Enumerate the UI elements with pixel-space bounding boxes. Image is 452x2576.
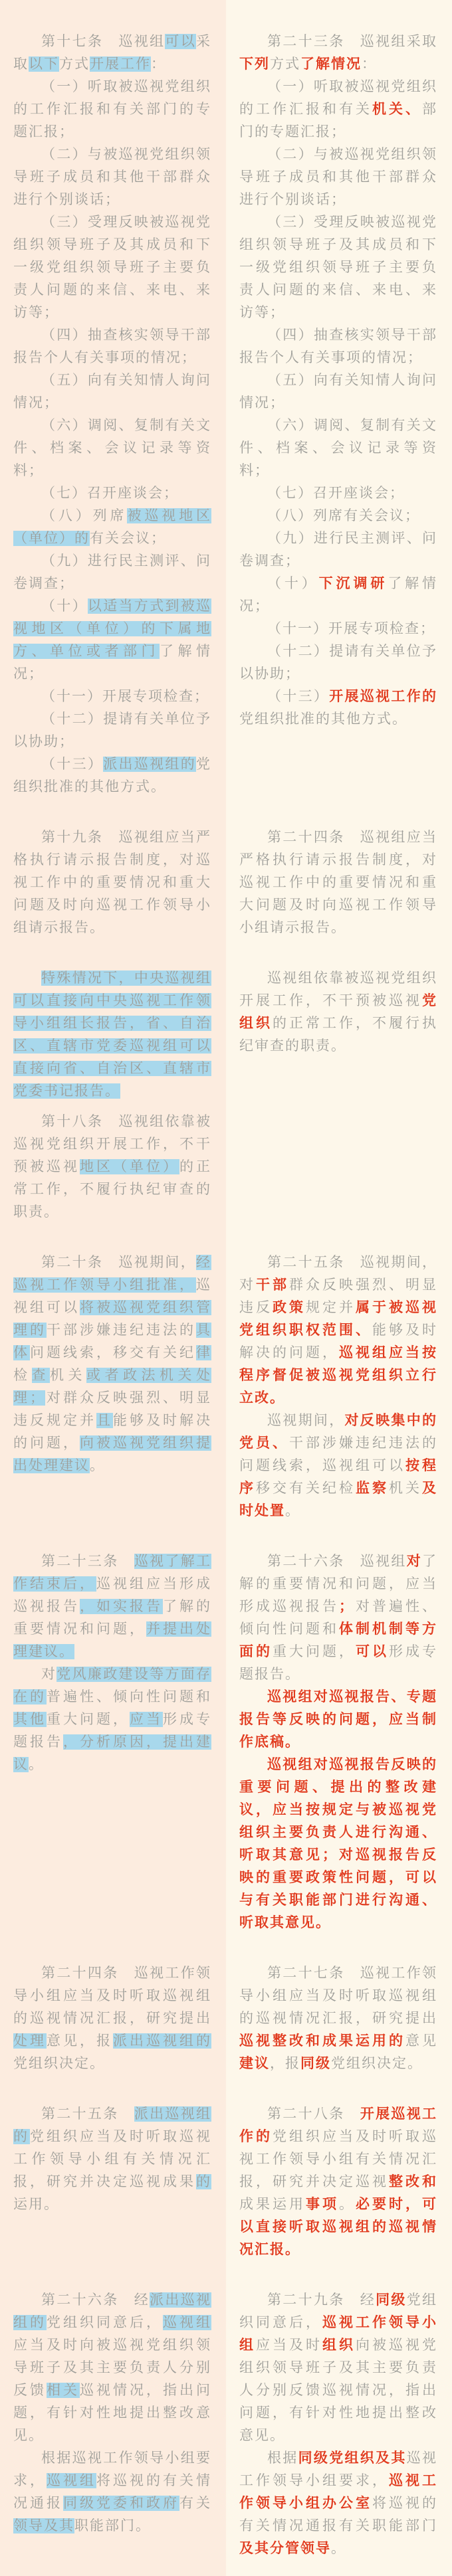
body-text: 第十七条 巡视组: [41, 34, 166, 49]
new-version-paragraph: [239, 2447, 437, 2560]
new-version-paragraph: [239, 1410, 437, 1522]
body-text: 了解情况；: [13, 644, 211, 682]
added-text-emphasis: 整改和: [389, 2174, 437, 2189]
body-text: 巡视情况，指出问题，有针对性地提出整改意见。: [13, 2383, 211, 2443]
body-text: ：: [151, 56, 166, 72]
body-text: （六）调阅、复制有关文件、档案、会议记录等资料；: [239, 418, 437, 478]
body-text: 的正常工作，不履行执纪审查的职责。: [239, 1016, 437, 1054]
old-version-paragraph: [13, 31, 211, 76]
body-text: （十三）: [41, 757, 104, 772]
body-text: 。: [29, 1757, 44, 1772]
body-text: 第十八条 巡视组依靠被巡视党组织开展工作，不干预被巡视: [13, 1114, 211, 1174]
deleted-text-highlight: 或者政法机关处理；: [13, 1368, 211, 1406]
new-version-cell-5: [226, 1550, 452, 1934]
body-text: 第二十三条 巡视组采取: [267, 34, 437, 49]
deleted-text-highlight: 处理: [13, 2033, 47, 2049]
comparison-row-3: [0, 967, 452, 1224]
added-text-emphasis: 巡视组对巡视报告反映的重要问题、提出的整改建议，应当按规定与被巡视党组织主要负责人进行沟通、听取其意见；对巡视报告反映的重要政策性问题，可以与有关职能部门进行沟通、听取其意见。: [239, 1757, 437, 1930]
added-text-emphasis: 下沉调研: [318, 576, 388, 591]
new-version-paragraph: [239, 31, 437, 76]
deleted-text-highlight: 以适当方式到被巡视地区（单位）的下属地方、单位或者部门: [13, 598, 212, 659]
old-version-paragraph: [13, 143, 211, 211]
body-text: 第二十七条 巡视工作领导小组应当及时听取巡视组的巡视情况汇报，研究提出: [239, 1966, 437, 2026]
body-text: 党组织批准的其他方式。: [13, 757, 212, 794]
body-text: 党组织应当及时听取巡视工作领导小组有关情况汇报，研究并决定巡视: [239, 2129, 437, 2189]
added-text-emphasis: 下列: [239, 56, 270, 72]
deleted-text-highlight: 派出巡视组的: [103, 757, 197, 772]
new-version-cell-4: [226, 1251, 452, 1522]
added-text-emphasis: ；: [339, 1599, 354, 1614]
body-text: 有关会议；: [90, 531, 166, 546]
old-version-paragraph: [13, 2103, 211, 2216]
body-text: 第二十八条: [267, 2106, 360, 2122]
added-text-emphasis: 了解情况: [300, 56, 362, 72]
body-text: 形成专题报告。: [239, 1644, 437, 1682]
added-text-emphasis: 及时处置: [239, 1481, 437, 1518]
body-text: 重大问题，: [273, 1644, 356, 1659]
new-version-paragraph: [239, 1550, 437, 1686]
added-text-emphasis: 巡视工作领导小组: [239, 2315, 437, 2353]
body-text: 普遍性、倾向性问题和: [47, 1689, 211, 1704]
body-text: 党组织应当及时听取巡视工作领导小组有关情况汇报，研究并决定巡视成果: [13, 2129, 211, 2189]
body-text: （七）召开座谈会；: [267, 486, 405, 501]
deleted-text-highlight: 具体: [13, 1323, 211, 1360]
old-version-cell-5: [0, 1550, 226, 1776]
body-text: （六）调阅、复制有关文件、档案、会议记录等资料；: [13, 418, 211, 478]
old-version-paragraph: [13, 595, 211, 686]
old-version-paragraph: [13, 2289, 211, 2447]
old-version-paragraph: [13, 76, 211, 143]
deleted-text-highlight: 巡视组: [47, 2473, 96, 2488]
old-version-paragraph: [13, 708, 211, 753]
body-text: 机关: [50, 1368, 86, 1383]
body-text: （十）: [267, 576, 319, 591]
deleted-text-highlight: 派出巡视组的: [113, 2033, 211, 2049]
body-text: 成果运用: [239, 2197, 306, 2212]
new-version-cell-3: [226, 967, 452, 1058]
new-version-paragraph: [239, 1686, 437, 1754]
body-text: 群众反映强烈、明显违反: [239, 1277, 437, 1315]
body-text: 机关: [389, 1481, 422, 1496]
new-version-cell-6: [226, 1962, 452, 2075]
body-text: 党组织决定。: [331, 2056, 423, 2071]
body-text: （四）抽查核实领导干部报告个人有关事项的情况；: [13, 327, 211, 365]
body-text: 规定并: [306, 1300, 356, 1315]
new-version-paragraph: [239, 967, 437, 1058]
body-text: 。: [331, 2541, 346, 2556]
deleted-text-highlight: 的: [196, 2174, 211, 2189]
new-version-paragraph: [239, 686, 437, 731]
comparison-row-8: [0, 2289, 452, 2560]
body-text: 运用。: [13, 2197, 59, 2212]
new-version-paragraph: [239, 143, 437, 211]
comparison-rows-container: [0, 31, 452, 2560]
comparison-row-4: [0, 1251, 452, 1522]
new-version-paragraph: [239, 573, 437, 618]
body-text: 第二十条 巡视期间，: [41, 1255, 196, 1270]
comparison-row-7: [0, 2103, 452, 2261]
body-text: 巡视组应当形成巡视报告: [13, 1576, 211, 1614]
comparison-row-5: [0, 1550, 452, 1934]
body-text: （三）受理反映被巡视党组织领导班子及其成员和下一级党组织领导班子主要负责人问题的来信、来电、来访等；: [239, 215, 437, 320]
body-text: 检: [13, 1368, 32, 1383]
added-text-emphasis: 按程序: [239, 1458, 437, 1496]
new-version-cell-2: [226, 826, 452, 939]
old-version-paragraph: [13, 1251, 211, 1477]
body-text: 对群众反映强烈、明显违反规定并: [13, 1390, 211, 1428]
old-version-cell-7: [0, 2103, 226, 2216]
old-version-cell-6: [0, 1962, 226, 2075]
body-text: 。: [339, 2197, 356, 2212]
body-text: 巡视组可以: [13, 1277, 211, 1315]
body-text: 部门的专题汇报；: [239, 102, 437, 139]
added-text-emphasis: 属于被巡视党组织职权范围、: [239, 1300, 437, 1338]
deleted-text-highlight: 相关: [47, 2383, 80, 2398]
new-version-cell-7: [226, 2103, 452, 2261]
new-version-cell-8: [226, 2289, 452, 2560]
body-text: 采取: [13, 34, 212, 72]
old-version-paragraph: [13, 324, 211, 369]
added-text-emphasis: 巡视组对巡视报告、专题报告等反映的问题，应当制作底稿。: [239, 1689, 437, 1750]
added-text-emphasis: 及其分管领导: [239, 2541, 331, 2556]
deleted-text-highlight: 派出巡视组的: [13, 2106, 212, 2144]
added-text-emphasis: 同级党组织及其: [298, 2450, 407, 2466]
added-text-emphasis: 同级: [376, 2292, 407, 2308]
deleted-text-highlight: 其他: [13, 1712, 47, 1727]
added-text-emphasis: 干部: [256, 1277, 289, 1293]
comparison-row-2: [0, 826, 452, 939]
new-version-paragraph: [239, 1251, 437, 1410]
added-text-emphasis: 同级: [300, 2056, 331, 2071]
deleted-text-highlight: 领导及其: [13, 2518, 74, 2533]
body-text: 第二十五条 巡视期间，对: [239, 1255, 437, 1293]
body-text: （二）与被巡视党组织领导班子成员和其他干部群众进行个别谈话；: [13, 147, 211, 207]
body-text: 巡视组依靠被巡视党组织开展工作，不干预被巡视: [239, 970, 437, 1008]
new-version-paragraph: [239, 211, 437, 324]
body-text: （三）受理反映被巡视党组织领导班子及其成员和下一级党组织领导班子主要负责人问题的来信、来电、来访等；: [13, 215, 211, 320]
deleted-text-highlight: ，分析原因，提出建议: [13, 1734, 211, 1772]
body-text: （十一）开展专项检查；: [41, 689, 209, 704]
body-text: 根据巡视工作领导小组要求，: [13, 2450, 211, 2488]
body-text: 向被巡视党组织领导班子及其主要负责人分别反馈巡视情况，指出问题，有针对性地提出整改意见。: [239, 2338, 437, 2443]
body-text: 将巡视的有关情况通报有关职能部门: [239, 2496, 437, 2533]
added-text-emphasis: 必要时，可以直接听取巡视组的巡视情况汇报。: [239, 2197, 437, 2257]
body-text: 有关: [179, 2496, 211, 2511]
deleted-text-highlight: 可以: [165, 34, 197, 49]
old-version-paragraph: [13, 1962, 211, 2075]
body-text: （八）列席: [41, 508, 128, 523]
added-text-emphasis: 巡视整改和成果运用的: [239, 2033, 405, 2049]
deleted-text-highlight: 律: [196, 1345, 211, 1360]
new-version-paragraph: [239, 2103, 437, 2261]
body-text: 问题线索，移交有关纪: [30, 1345, 196, 1360]
new-version-paragraph: [239, 1754, 437, 1934]
old-version-paragraph: [13, 753, 211, 798]
deleted-text-highlight: 党风廉政建设等方面存在的: [13, 1667, 212, 1704]
body-text: 根据: [267, 2450, 298, 2466]
deleted-text-highlight: 将被巡视党组织管理的: [13, 1300, 211, 1338]
body-text: 方式: [270, 56, 300, 72]
old-version-paragraph: [13, 211, 211, 324]
body-text: 第二十六条 经: [41, 2292, 150, 2308]
body-text: 了解的重要情况和问题，应当形成巡视报告: [239, 1554, 438, 1614]
added-text-emphasis: 监察: [356, 1481, 389, 1496]
body-text: 职能部门。: [74, 2518, 151, 2533]
added-text-emphasis: 可以: [356, 1644, 389, 1659]
deleted-text-highlight: 巡视组: [163, 2315, 211, 2330]
old-version-cell-4: [0, 1251, 226, 1477]
old-version-paragraph: [13, 1550, 211, 1663]
added-text-emphasis: 事项: [306, 2197, 339, 2212]
added-text-emphasis: 对: [406, 1554, 423, 1569]
deleted-text-highlight: 应当: [130, 1712, 163, 1727]
comparison-row-6: [0, 1962, 452, 2075]
added-text-emphasis: 体制机制等方面的: [239, 1621, 437, 1659]
body-text: 对: [41, 1667, 57, 1682]
body-text: 第二十四条 巡视工作领导小组应当及时听取巡视组的巡视情况汇报，研究提出: [13, 1966, 211, 2026]
new-version-paragraph: [239, 482, 437, 505]
body-text: 党组织批准的其他方式。: [239, 711, 407, 727]
body-text: 。: [90, 1458, 105, 1473]
old-version-cell-3: [0, 967, 226, 1224]
new-version-cell-1: [226, 31, 452, 731]
added-text-emphasis: 对反映集中的党员、: [239, 1413, 437, 1451]
deleted-text-highlight: 地区（单位）: [80, 1159, 179, 1174]
body-text: （九）进行民主测评、问卷调查；: [239, 531, 437, 569]
body-text: 能够及时解决的问题，: [239, 1323, 437, 1360]
body-text: 应当及时: [256, 2338, 322, 2353]
old-version-paragraph: [13, 1111, 211, 1224]
deleted-text-highlight: 查: [31, 1368, 50, 1383]
body-text: 第十九条 巡视组应当严格执行请示报告制度，对巡视工作中的重要情况和重大问题及时向巡视工作领导小组请示报告。: [13, 830, 211, 935]
old-version-cell-1: [0, 31, 226, 798]
body-text: 重大问题，: [47, 1712, 130, 1727]
deleted-text-highlight: 派出巡视组的: [13, 2292, 212, 2330]
deleted-text-highlight: 同级党委和政府: [63, 2496, 179, 2511]
added-text-emphasis: 巡视组应当按程序督促被巡视党组织立行立改。: [239, 1345, 437, 1406]
new-version-paragraph: [239, 505, 437, 527]
old-version-paragraph: [13, 482, 211, 505]
body-text: （九）进行民主测评、问卷调查；: [13, 553, 211, 591]
body-text: 对普遍性、倾向性问题和: [239, 1599, 437, 1637]
deleted-text-highlight: 以下: [29, 56, 59, 72]
added-text-emphasis: 政策: [273, 1300, 306, 1315]
body-text: 第二十三条: [41, 1554, 134, 1569]
body-text: 意见: [405, 2033, 437, 2049]
body-text: （二）与被巡视党组织领导班子成员和其他干部群众进行个别谈话；: [239, 147, 437, 207]
body-text: 了解的重要情况和问题，: [13, 1599, 211, 1637]
body-text: 。: [285, 1503, 300, 1518]
old-version-paragraph: [13, 1663, 211, 1776]
body-text: 的正常工作，不履行执纪审查的职责。: [13, 1159, 211, 1220]
body-text: （一）听取被巡视党组织的工作汇报和有关: [239, 79, 437, 117]
body-text: （八）列席有关会议；: [267, 508, 420, 523]
old-version-paragraph: [13, 2447, 211, 2537]
body-text: 党组织决定。: [13, 2056, 105, 2071]
body-text: （一）听取被巡视党组织的工作汇报和有关部门的专题汇报；: [13, 79, 211, 139]
body-text: （五）向有关知情人询问情况；: [239, 373, 437, 411]
new-version-paragraph: [239, 618, 437, 640]
comparison-row-1: [0, 31, 452, 798]
added-text-emphasis: 机关、: [372, 102, 422, 117]
body-text: （七）召开座谈会；: [41, 486, 179, 501]
body-text: 应当及时向被巡视党组织领导班子及其主要负责人分别反馈: [13, 2338, 211, 2398]
old-version-paragraph: [13, 550, 211, 595]
body-text: （十一）开展专项检查；: [267, 621, 435, 636]
body-text: 将巡视的有关情况通报: [13, 2473, 211, 2511]
body-text: 能够及时解决的问题，: [13, 1413, 211, 1451]
body-text: 了解情况；: [239, 576, 438, 614]
deleted-text-highlight: 被巡视地区（单位）的: [13, 508, 212, 546]
body-text: ：: [362, 56, 377, 72]
body-text: （十二）提请有关单位予以协助；: [239, 644, 437, 682]
new-version-paragraph: [239, 2289, 437, 2447]
deleted-text-highlight: 向被巡视党组织提出处理建议: [13, 1435, 211, 1473]
added-text-emphasis: 组织: [322, 2338, 356, 2353]
body-text: （十二）提请有关单位予以协助；: [13, 711, 211, 749]
added-text-emphasis: 巡视工作领导小组办公室: [239, 2473, 437, 2511]
body-text: 巡视工作领导小组要求，: [239, 2450, 438, 2488]
body-text: 第二十九条 经: [267, 2292, 376, 2308]
deleted-text-highlight: ，如实报告: [80, 1599, 163, 1614]
body-text: 形成专题报告: [13, 1712, 211, 1750]
body-text: （四）抽查核实领导干部报告个人有关事项的情况；: [239, 327, 437, 365]
added-text-emphasis: 建议: [239, 2056, 270, 2071]
deleted-text-highlight: 经巡视工作领导小组批准，: [13, 1255, 211, 1293]
body-text: 移交有关纪检: [256, 1481, 356, 1496]
body-text: 党组织同意后，: [47, 2315, 163, 2330]
old-version-cell-8: [0, 2289, 226, 2537]
old-version-paragraph: [13, 967, 211, 1103]
new-version-paragraph: [239, 826, 437, 939]
deleted-text-highlight: 特殊情况下，中央巡视组可以直接向中央巡视工作领导小组组长报告，省、自治区、直辖市党委巡视组可以直接向省、自治区、直辖市党委书记报告。: [13, 970, 211, 1099]
new-version-paragraph: [239, 640, 437, 686]
old-version-paragraph: [13, 414, 211, 482]
deleted-text-highlight: 并提出处理建议。: [13, 1621, 211, 1659]
body-text: （十三）: [267, 689, 330, 704]
body-text: ，报: [270, 2056, 300, 2071]
added-text-emphasis: 开展巡视工作的: [239, 2106, 438, 2144]
body-text: 党组织同意后，: [239, 2292, 438, 2330]
old-version-paragraph: [13, 505, 211, 550]
body-text: （十）: [41, 598, 88, 614]
old-version-paragraph: [13, 826, 211, 939]
new-version-paragraph: [239, 369, 437, 414]
new-version-paragraph: [239, 414, 437, 482]
new-version-paragraph: [239, 1962, 437, 2075]
old-version-paragraph: [13, 369, 211, 414]
old-version-paragraph: [13, 686, 211, 708]
body-text: 方式: [59, 56, 90, 72]
deleted-text-highlight: 且: [96, 1413, 113, 1428]
new-version-paragraph: [239, 527, 437, 573]
old-version-cell-2: [0, 826, 226, 939]
added-text-emphasis: 开展巡视工作的: [329, 689, 438, 704]
body-text: （五）向有关知情人询问情况；: [13, 373, 211, 411]
body-text: 意见，报: [47, 2033, 113, 2049]
new-version-paragraph: [239, 324, 437, 369]
body-text: 干部涉嫌违纪违法的: [47, 1323, 196, 1338]
body-text: 第二十五条: [41, 2106, 134, 2122]
body-text: 干部涉嫌违纪违法的问题线索，巡视组可以: [239, 1435, 437, 1473]
body-text: 第二十四条 巡视组应当严格执行请示报告制度，对巡视工作中的重要情况和重大问题及时向巡视工作领导小组请示报告。: [239, 830, 437, 935]
body-text: 第二十六条 巡视组: [267, 1554, 407, 1569]
deleted-text-highlight: 巡视了解工作结束后，: [13, 1554, 212, 1592]
body-text: 巡视期间，: [267, 1413, 345, 1428]
new-version-paragraph: [239, 76, 437, 143]
deleted-text-highlight: 开展工作: [90, 56, 151, 72]
added-text-emphasis: 党组织: [239, 993, 437, 1031]
